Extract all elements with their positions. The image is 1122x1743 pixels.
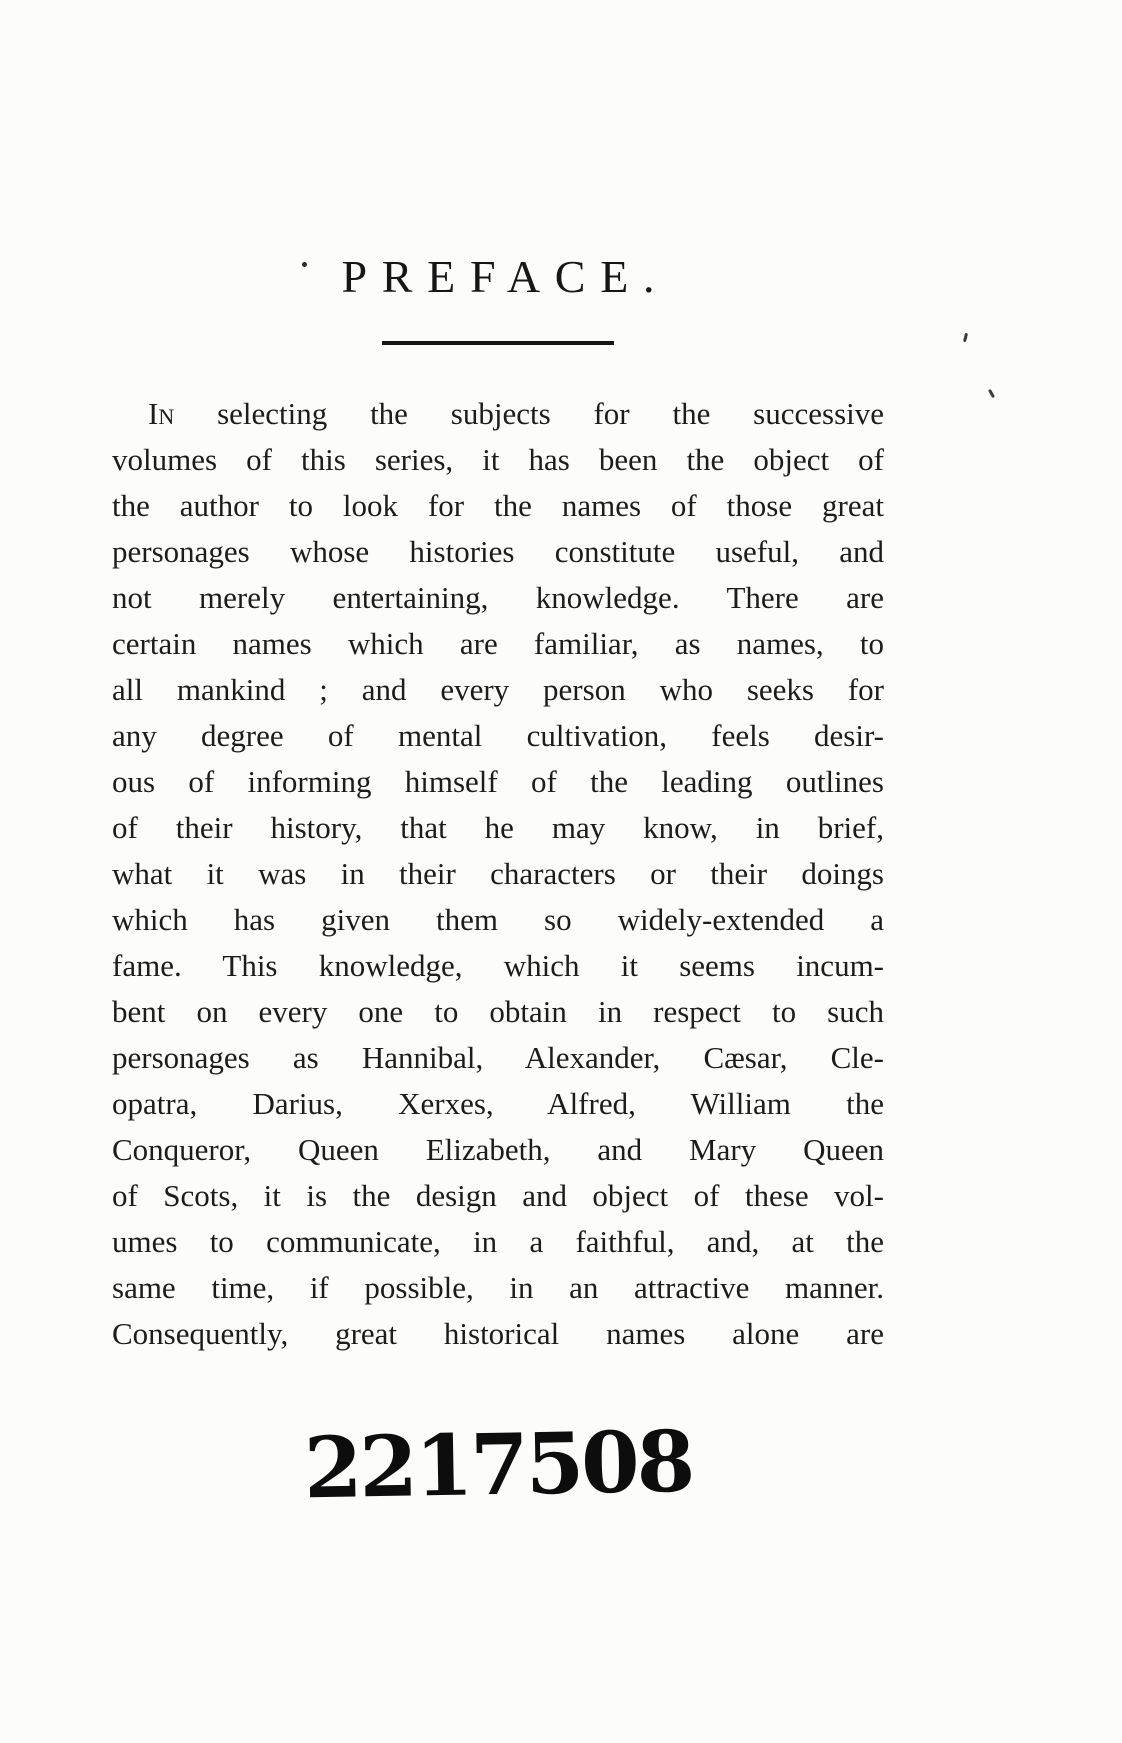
paragraph-line: Conqueror, Queen Elizabeth, and Mary Queen — [112, 1132, 884, 1167]
lead-word: In — [148, 396, 175, 431]
paragraph-line: same time, if possible, in an attractive manner. — [112, 1270, 884, 1305]
paragraph-line: personages as Hannibal, Alexander, Cæsar, Cle- — [112, 1040, 884, 1075]
paragraph-line: what it was in their characters or their doings — [112, 856, 884, 891]
page-content — [112, 0, 885, 1518]
paragraph-line: not merely entertaining, knowledge. There are — [112, 580, 884, 615]
paragraph-line: fame. This knowledge, which it seems incum- — [112, 948, 884, 983]
paragraph-line: Consequently, great historical names alone are — [112, 1316, 884, 1351]
page-title — [112, 0, 884, 303]
scan-artifact — [988, 389, 995, 398]
paragraph-line: the author to look for the names of those great — [112, 488, 884, 523]
page-title-text: PREFACE. — [341, 251, 670, 302]
paragraph-line: all mankind ; and every person who seeks for — [112, 672, 884, 707]
paragraph-line: of their history, that he may know, in brief, — [112, 810, 884, 845]
paragraph-line: which has given them so widely-extended a — [112, 902, 884, 937]
paragraph-line: any degree of mental cultivation, feels desir- — [112, 718, 884, 753]
paragraph-line: umes to communicate, in a faithful, and, at the — [112, 1224, 884, 1259]
scan-artifact — [963, 333, 968, 342]
paragraph-line: bent on every one to obtain in respect to such — [112, 994, 884, 1029]
title-divider — [382, 341, 614, 345]
line-text: selecting the subjects for the successive — [217, 396, 885, 431]
paragraph-line — [112, 391, 884, 437]
paragraph-line: certain names which are familiar, as names, to — [112, 626, 884, 661]
preface-paragraph — [112, 391, 884, 1357]
paragraph-line: volumes of this series, it has been the object of — [112, 442, 884, 477]
paragraph-line: ous of informing himself of the leading outlines — [112, 764, 884, 799]
paragraph-line: personages whose histories constitute useful, and — [112, 534, 884, 569]
accession-number-stamp: 2217508 — [303, 1411, 693, 1518]
scan-artifact — [302, 262, 307, 267]
paragraph-line: of Scots, it is the design and object of these vol- — [112, 1178, 884, 1213]
paragraph-line: opatra, Darius, Xerxes, Alfred, William the — [112, 1086, 884, 1121]
